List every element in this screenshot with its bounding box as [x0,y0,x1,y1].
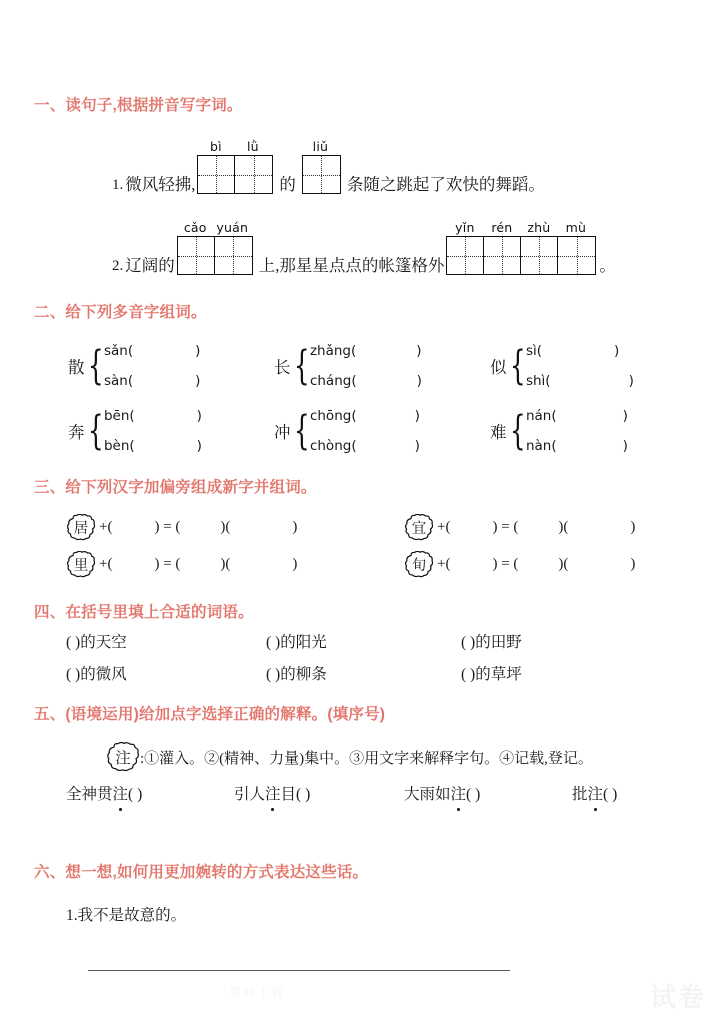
q2-text-a: 辽阔的 [125,255,175,275]
watermark [650,977,706,1014]
idiom-item[interactable]: 大雨如注( ) [404,782,572,804]
end-paren[interactable]: ) [630,556,636,572]
polyphone-blank[interactable]: sì( ) [525,343,620,359]
polyphone-char: 难 [490,423,507,442]
tianzige-cell[interactable] [447,237,484,274]
dotted-char: 注 [265,782,281,804]
equals-paren[interactable]: ) = ( [154,556,181,572]
radical-item-xun [404,551,635,578]
q2-pinyin-a-row [177,220,253,236]
tianzige-cell[interactable] [235,156,272,193]
polyphone-char: 奔 [68,423,85,442]
fill-blank-phrase[interactable]: ( )的田野 [461,634,522,651]
section-5-heading-main: 给加点字选择正确的解释。 [138,706,328,723]
q2-text-b: 上,那星星点点的帐篷格外 [258,255,445,275]
pinyin-syllable: zhù [527,220,551,235]
polyphone-blank[interactable]: zhǎng( ) [309,343,422,359]
section-5-heading-prefix: 五、 [34,706,66,723]
section-5-heading-tag: (语境运用) [65,706,139,723]
pinyin-syllable: yuán [216,220,249,235]
section-6-heading: 六、想一想,如何用更加婉转的方式表达这些话。 [34,864,369,881]
pinyin-syllable: liǔ [312,139,329,154]
q1-text-b: 的 [279,174,296,194]
radical-base-char: 居 [73,521,89,537]
fill-blank-phrase[interactable]: ( )的草坪 [461,666,522,683]
section-3-heading: 三、给下列汉字加偏旁组成新字并组词。 [34,479,317,496]
plus-paren[interactable]: +( [437,556,451,572]
polyphone-char: 似 [490,358,507,377]
end-paren[interactable]: ) [292,519,298,535]
polyphone-char: 长 [274,358,291,377]
tianzige-group[interactable] [177,236,253,275]
target-char: 注 [115,750,131,767]
fill-blank-phrase[interactable]: ( )的天空 [66,634,127,651]
pinyin-syllable: yǐn [455,220,475,235]
tianzige-cell[interactable] [198,156,235,193]
q2-grid-a[interactable] [177,220,253,275]
polyphone-blank[interactable]: chòng( ) [309,438,420,454]
q2-number: 2. [112,258,124,274]
dotted-char: 注 [451,782,467,804]
radical-base-char: 旬 [411,558,427,574]
q1-pinyin-b-row [302,139,341,155]
plus-paren[interactable]: +( [99,556,113,572]
fill-blank-phrase[interactable]: ( )的柳条 [266,666,327,683]
answer-write-line[interactable] [88,970,510,971]
dotted-char: 注 [588,782,604,804]
end-paren[interactable]: ) [292,556,298,572]
radical-item-li [66,551,297,578]
mid-paren[interactable]: )( [220,519,231,535]
section-2-heading: 二、给下列多音字组词。 [34,304,207,321]
mid-paren[interactable]: )( [558,556,569,572]
end-paren[interactable]: ) [630,519,636,535]
definition-list: :①灌入。②(精神、力量)集中。③用文字来解释字句。④记载,登记。 [140,750,593,767]
radical-item-yi [404,514,635,541]
q2-grid-b[interactable] [446,220,596,275]
tianzige-cell[interactable] [558,237,595,274]
tianzige-cell[interactable] [215,237,252,274]
q1-grid-b[interactable] [302,139,341,194]
polyphone-blank[interactable]: bēn( ) [103,408,202,424]
section-1-question-2 [112,220,616,275]
tianzige-cell[interactable] [521,237,558,274]
q1-pinyin-a-row [197,139,273,155]
equals-paren[interactable]: ) = ( [154,519,181,535]
plus-paren[interactable]: +( [437,519,451,535]
mid-paren[interactable]: )( [558,519,569,535]
watermark-secondary: 资料下载 [230,987,286,999]
tianzige-cell[interactable] [178,237,215,274]
pinyin-syllable: lǜ [246,139,259,154]
fill-blank-phrase[interactable]: ( )的阳光 [266,634,327,651]
section-1-question-1 [112,139,545,194]
pinyin-syllable: mù [565,220,587,235]
polyphone-blank[interactable]: sǎn( ) [103,343,201,359]
polyphone-blank[interactable]: nán( ) [525,408,628,424]
q2-text-c: 。 [599,255,616,275]
polyphone-blank[interactable]: bèn( ) [103,438,202,454]
polyphone-blank[interactable]: shì( ) [525,373,634,389]
q2-pinyin-b-row [446,220,596,236]
tianzige-group[interactable] [197,155,273,194]
section-4-heading: 四、在括号里填上合适的词语。 [34,604,254,621]
pinyin-syllable: bì [209,139,222,154]
pinyin-syllable: rén [491,220,513,235]
equals-paren[interactable]: ) = ( [492,519,519,535]
cloud-bubble-icon [66,551,96,578]
plus-paren[interactable]: +( [99,519,113,535]
q1-text-c: 条随之跳起了欢快的舞蹈。 [346,174,545,194]
polyphone-group-nan: 难 { nán( ) nàn( ) [490,401,628,461]
polyphone-group-si: 似 { sì( ) shì( ) [490,336,634,396]
section-1-heading: 一、读句子,根据拼音写字词。 [34,97,243,114]
cloud-bubble-icon [404,514,434,541]
section-5-definition-row [106,742,593,772]
radical-item-ju [66,514,297,541]
equals-paren[interactable]: ) = ( [492,556,519,572]
polyphone-group-ben: 奔 { bēn( ) bèn( ) [68,401,202,461]
polyphone-blank[interactable]: cháng( ) [309,373,422,389]
polyphone-group-zhang: 长 { zhǎng( ) cháng( ) [274,336,422,396]
fill-blank-phrase[interactable]: ( )的微风 [66,666,127,683]
pinyin-syllable: cǎo [183,220,207,235]
section-4-row-1 [66,630,666,652]
mid-paren[interactable]: )( [220,556,231,572]
tianzige-group[interactable] [446,236,596,275]
q1-number: 1. [112,177,124,193]
radical-base-char: 里 [73,558,89,574]
idiom-item[interactable]: 引人注目( ) [234,782,404,804]
q1-text-a: 微风轻拂, [125,174,196,194]
polyphone-blank[interactable]: chōng( ) [309,408,420,424]
polyphone-blank[interactable]: sàn( ) [103,373,201,389]
cloud-bubble-icon [66,514,96,541]
polyphone-blank[interactable]: nàn( ) [525,438,628,454]
polyphone-group-chong: 冲 { chōng( ) chòng( ) [274,401,420,461]
tianzige-cell[interactable] [303,156,340,193]
polyphone-char: 散 [68,358,85,377]
polyphone-group-san: 散 { sǎn( ) sàn( ) [68,336,200,396]
idiom-item[interactable]: 批注( ) [572,782,617,804]
radical-base-char: 宜 [411,521,427,537]
polyphone-char: 冲 [274,423,291,442]
idiom-item[interactable]: 全神贯注( ) [66,782,234,804]
q1-grid-a[interactable] [197,139,273,194]
dotted-char: 注 [113,782,129,804]
section-5-items-row [66,782,617,804]
cloud-bubble-icon [404,551,434,578]
section-5-heading [34,702,385,724]
cloud-bubble-icon [106,742,140,772]
tianzige-cell[interactable] [484,237,521,274]
section-6-question-1: 1.我不是故意的。 [66,907,187,924]
section-4-row-2 [66,662,666,684]
section-5-heading-note: (填序号) [327,706,386,723]
tianzige-group[interactable] [302,155,341,194]
